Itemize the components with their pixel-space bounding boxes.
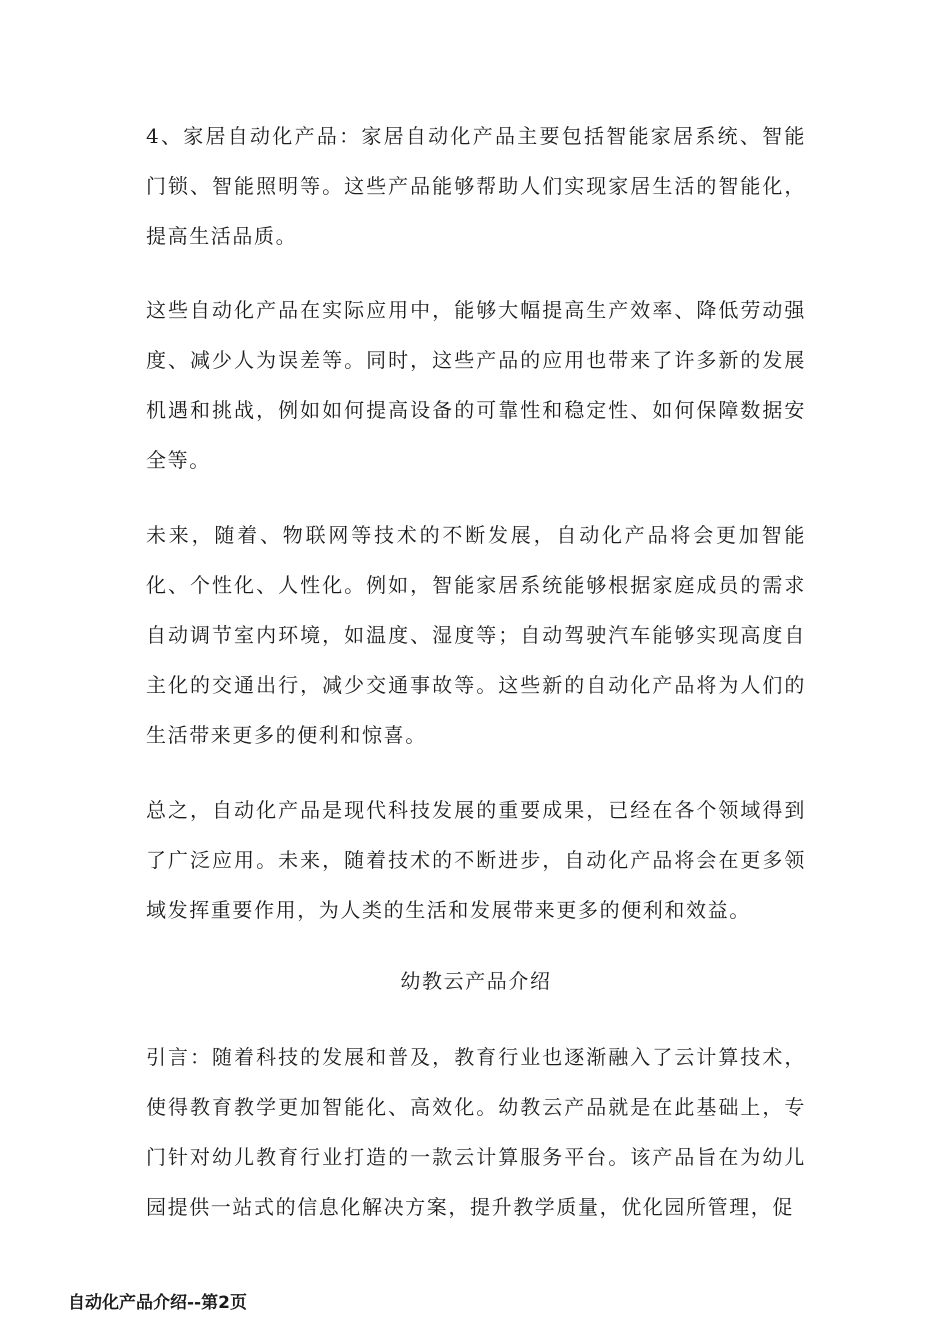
paragraph-applications: 这些自动化产品在实际应用中，能够大幅提高生产效率、降低劳动强度、减少人为误差等。同时，这些产品的应用也带来了许多新的发展机遇和挑战，例如如何提高设备的可靠性和稳定性、如何保障数据安全等。 xyxy=(146,298,806,472)
paragraph-conclusion: 总之，自动化产品是现代科技发展的重要成果，已经在各个领域得到了广泛应用。未来，随着技术的不断进步，自动化产品将会在更多领域发挥重要作用，为人类的生活和发展带来更多的便利和效益。 xyxy=(146,798,806,922)
paragraph-future: 未来，随着、物联网等技术的不断发展，自动化产品将会更加智能化、个性化、人性化。例如，智能家居系统能够根据家庭成员的需求自动调节室内环境，如温度、湿度等；自动驾驶汽车能够实现高度自主化的交通出行，减少交通事故等。这些新的自动化产品将为人们的生活带来更多的便利和惊喜。 xyxy=(146,523,806,747)
paragraph-home-automation: 4、家居自动化产品：家居自动化产品主要包括智能家居系统、智能门锁、智能照明等。这些产品能够帮助人们实现家居生活的智能化，提高生活品质。 xyxy=(146,124,806,248)
paragraph-intro: 引言：随着科技的发展和普及，教育行业也逐渐融入了云计算技术，使得教育教学更加智能化、高效化。幼教云产品就是在此基础上，专门针对幼儿教育行业打造的一款云计算服务平台。该产品旨在为幼儿园提供一站式的信息化解决方案，提升教学质量，优化园所管理，促 xyxy=(146,1045,806,1219)
section-heading: 幼教云产品介绍 xyxy=(400,969,552,993)
page-footer: 自动化产品介绍--第2页 xyxy=(68,1293,247,1313)
